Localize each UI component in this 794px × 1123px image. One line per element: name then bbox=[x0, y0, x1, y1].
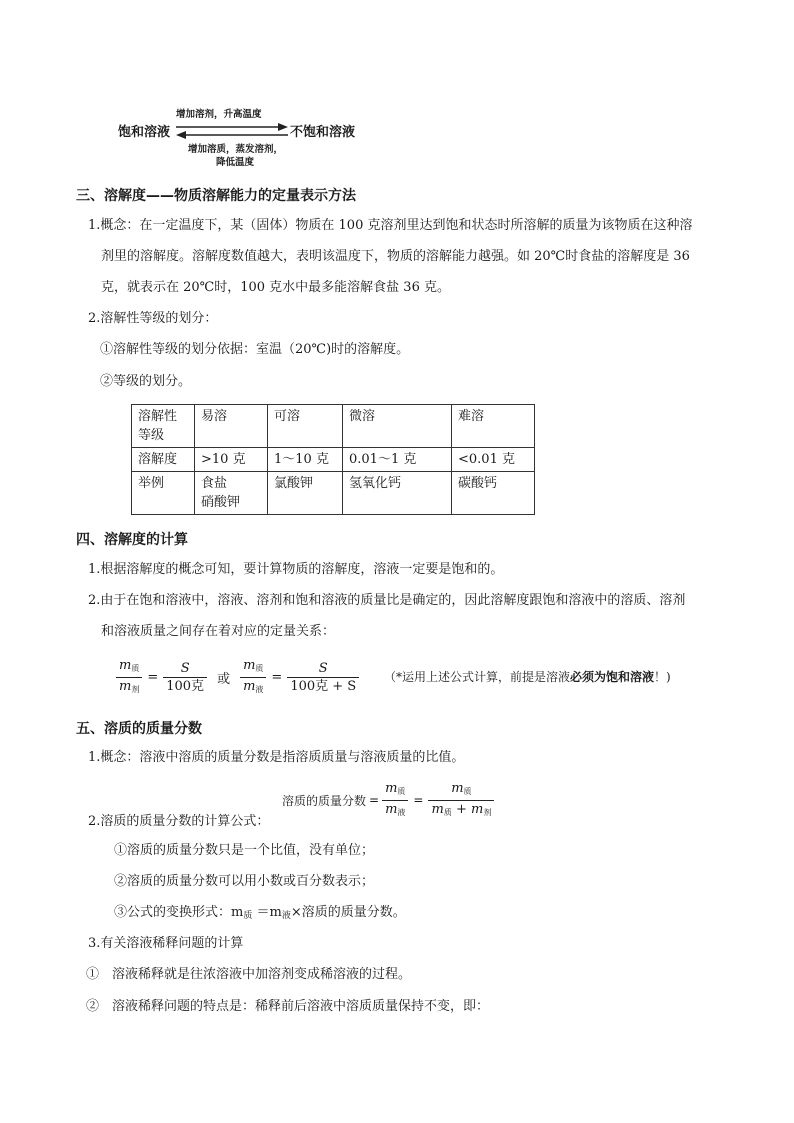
fraction-mass-ratio-1: $\frac{m_质}{m_剂}$ bbox=[116, 657, 142, 698]
reversible-arrows bbox=[174, 120, 290, 142]
saturation-note: （*运用上述公式计算，前提是溶液必须为饱和溶液！) bbox=[384, 670, 671, 684]
table-cell: 碳酸钙 bbox=[452, 472, 535, 515]
fraction-zhi-over-ye: $\frac{m_质}{m_液}$ bbox=[382, 780, 408, 821]
section5-p2-a: ①溶质的质量分数只是一个比值，没有单位； bbox=[114, 843, 375, 858]
section3-p2-b: ②等级的划分。 bbox=[100, 374, 192, 389]
section4-p2-line1: 2.由于在饱和溶液中，溶液、溶剂和饱和溶液的质量比是确定的，因此溶解度跟饱和溶液中的溶质、溶剂 bbox=[88, 593, 686, 608]
section4-p1: 1.根据溶解度的概念可知，要计算物质的溶解度，溶液一定要是饱和的。 bbox=[88, 562, 504, 577]
section5-p2-b: ②溶质的质量分数可以用小数或百分数表示； bbox=[114, 874, 375, 889]
section3-p1-line1: 1.概念：在一定温度下，某（固体）物质在 100 克溶剂里达到饱和状态时所溶解的质量为该物质在这种溶 bbox=[88, 218, 693, 233]
section5-p2-c: ③公式的变换形式：$m_质 =m_液\times$溶质的质量分数。 bbox=[114, 905, 406, 921]
table-cell: 1～10 克 bbox=[268, 448, 343, 472]
section5-p3-b: ② 溶液稀释问题的特点是：稀释前后溶液中溶质质量保持不变，即： bbox=[86, 999, 490, 1014]
table-header-cell: 溶解度 bbox=[132, 448, 195, 472]
section5-p3-a: ① 溶液稀释就是往浓溶液中加溶剂变成稀溶液的过程。 bbox=[86, 967, 412, 982]
fraction-zhi-over-sum: $\frac{m_质}{m_质 + m_剂}$ bbox=[428, 780, 494, 821]
section5-title: 五、溶质的质量分数 bbox=[76, 721, 202, 737]
table-row bbox=[132, 448, 535, 472]
table-cell: 难溶 bbox=[452, 405, 535, 448]
fraction-solubility-2: $\frac{S}{\text{100克 + S}}$ bbox=[287, 660, 359, 695]
section5-p3: 3.有关溶液稀释问题的计算 bbox=[88, 936, 244, 951]
section5-p1: 1.概念：溶液中溶质的质量分数是指溶质质量与溶液质量的比值。 bbox=[88, 750, 465, 765]
table-cell: <0.01 克 bbox=[452, 448, 535, 472]
diagram-right-node: 不饱和溶液 bbox=[290, 125, 356, 140]
solubility-formula: $\frac{m_质}{m_剂}$ = $\frac{S}{\text{100克}}$ 或 $\frac{m_质}{m_液}$ = $\frac{S}{\text{100克 + S}}$ bbox=[116, 655, 359, 699]
fraction-solubility-1: $\frac{S}{\text{100克}}$ bbox=[163, 660, 207, 695]
diagram-bottom-label-1: 增加溶质，蒸发溶剂， bbox=[188, 144, 284, 155]
diagram-bottom-label-2: 降低温度 bbox=[216, 157, 255, 168]
table-header-cell: 溶解性 等级 bbox=[132, 405, 195, 448]
table-cell: 食盐 硝酸钾 bbox=[195, 472, 268, 515]
section4-title: 四、溶解度的计算 bbox=[76, 532, 188, 548]
table-header-cell: 举例 bbox=[132, 472, 195, 515]
section3-p1-line2: 剂里的溶解度。溶解度数值越大，表明该温度下，物质的溶解能力越强。如 20℃时食盐的溶解度是 36 bbox=[101, 249, 690, 264]
table-row bbox=[132, 472, 535, 515]
section3-title: 三、溶解度——物质溶解能力的定量表示方法 bbox=[76, 188, 356, 204]
mass-fraction-formula: 溶质的质量分数 = $\frac{m_质}{m_液}$ = $\frac{m_质}{m_质 + m_剂}$ bbox=[282, 778, 494, 822]
table-cell: 0.01～1 克 bbox=[343, 448, 452, 472]
table-cell: >10 克 bbox=[195, 448, 268, 472]
diagram-top-label: 增加溶剂，升高温度 bbox=[176, 109, 262, 120]
table-row bbox=[132, 405, 535, 448]
section4-p2-line2: 和溶液质量之间存在着对应的定量关系： bbox=[101, 624, 336, 639]
diagram-left-node: 饱和溶液 bbox=[118, 125, 171, 140]
section3-p2: 2.溶解性等级的划分： bbox=[88, 311, 218, 326]
solubility-table bbox=[131, 404, 535, 515]
conversion-diagram bbox=[118, 104, 368, 168]
section3-p1-line3: 克，就表示在 20℃时，100 克水中最多能溶解食盐 36 克。 bbox=[101, 280, 450, 295]
table-cell: 氢氧化钙 bbox=[343, 472, 452, 515]
section5-p2: 2.溶质的质量分数的计算公式： bbox=[88, 814, 270, 829]
section3-p2-a: ①溶解性等级的划分依据：室温（20℃)时的溶解度。 bbox=[100, 342, 410, 357]
fraction-mass-ratio-2: $\frac{m_质}{m_液}$ bbox=[240, 657, 266, 698]
table-cell: 易溶 bbox=[195, 405, 268, 448]
table-cell: 氯酸钾 bbox=[268, 472, 343, 515]
table-cell: 微溶 bbox=[343, 405, 452, 448]
table-cell: 可溶 bbox=[268, 405, 343, 448]
